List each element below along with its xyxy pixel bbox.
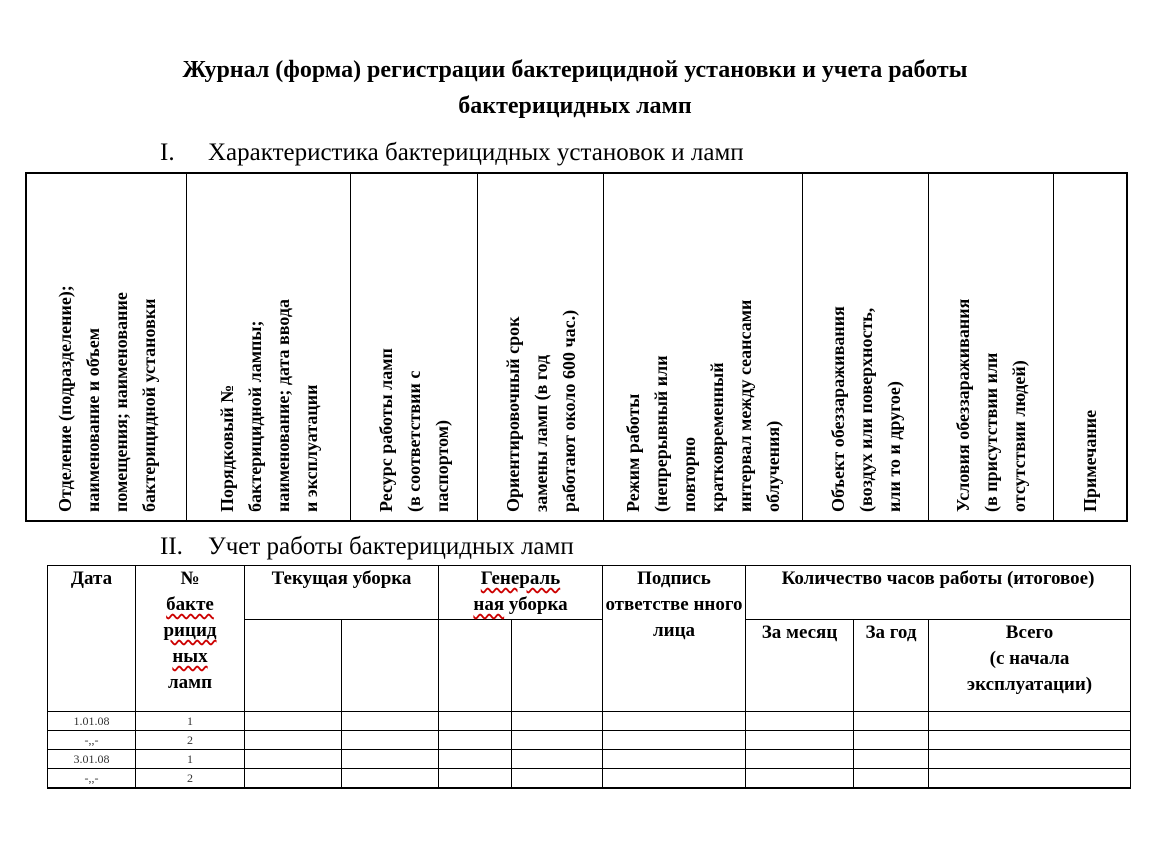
header-general-part-1: Генераль <box>480 568 561 589</box>
header-lamp-word-1: бакте <box>166 594 214 615</box>
col-disinfection-conditions <box>929 174 1054 520</box>
header-signature: Подпись ответстве нного лица <box>603 566 746 712</box>
header-general-cleaning <box>439 566 603 620</box>
col-department <box>27 174 187 520</box>
header-lamp-word-4: ламп <box>167 672 213 693</box>
lamp-work-table <box>47 565 1131 789</box>
header-date: Дата <box>48 566 136 712</box>
table-row <box>48 750 1131 769</box>
col-disinfection-object-text: Объект обеззараживания (воздух или поверхность, или то и другое) <box>827 306 904 512</box>
table-row <box>48 731 1131 750</box>
col-operation-mode-text: Режим работы (непрерывный или повторно кратковременный интервал между сеансами облучения) <box>623 299 783 512</box>
col-disinfection-object <box>803 174 929 520</box>
section-1-heading <box>160 138 744 168</box>
row-date: -,,- <box>48 731 136 750</box>
cell-current-2 <box>342 620 439 712</box>
section-2-heading <box>160 532 574 562</box>
col-lamp-resource <box>351 174 478 520</box>
header-hours: Количество часов работы (итоговое) <box>746 566 1131 620</box>
header-total-line-2: (с начала <box>989 648 1070 669</box>
header-per-month: За месяц <box>746 620 854 712</box>
characteristics-table <box>25 172 1128 522</box>
col-replacement-term <box>478 174 604 520</box>
col-note <box>1054 174 1126 520</box>
title-line-2: бактерицидных ламп <box>458 93 692 119</box>
row-lamp: 2 <box>136 769 245 789</box>
col-lamp-resource-text: Ресурс работы ламп (в соответствии с паспортом) <box>376 348 452 512</box>
cell-general-2 <box>512 620 603 712</box>
title-line-1: Журнал (форма) регистрации бактерицидной установки и учета работы <box>182 57 968 83</box>
header-lamp-word-3: ных <box>172 646 208 667</box>
section-2-label: Учет работы бактерицидных ламп <box>208 533 574 560</box>
row-lamp: 1 <box>136 750 245 769</box>
col-operation-mode <box>604 174 803 520</box>
table-row <box>48 712 1131 731</box>
header-general-part-2: ная <box>473 594 505 615</box>
header-total-line-1: Всего <box>1005 622 1054 643</box>
table-row <box>48 769 1131 789</box>
header-per-year: За год <box>854 620 929 712</box>
header-general-part-3: уборка <box>504 594 568 615</box>
header-total <box>929 620 1131 712</box>
row-date: 1.01.08 <box>48 712 136 731</box>
header-lamp-number <box>136 566 245 712</box>
col-department-text: Отделение (подразделение); наименование и объем помещения; наименование бактерицидной установки <box>54 285 159 512</box>
col-lamp-number-text: Порядковый № бактерицидной лампы; наименование; дата ввода и эксплуатации <box>216 299 321 512</box>
section-2-number: II. <box>160 533 183 560</box>
journal-title <box>0 52 1150 124</box>
section-1-label: Характеристика бактерицидных установок и ламп <box>208 139 744 166</box>
row-lamp: 2 <box>136 731 245 750</box>
header-lamp-no: № <box>180 568 200 589</box>
row-date: -,,- <box>48 769 136 789</box>
cell-current-1 <box>245 620 342 712</box>
row-lamp: 1 <box>136 712 245 731</box>
header-current-cleaning: Текущая уборка <box>245 566 439 620</box>
cell-general-1 <box>439 620 512 712</box>
col-lamp-number <box>187 174 351 520</box>
row-date: 3.01.08 <box>48 750 136 769</box>
col-disinfection-conditions-text: Условия обеззараживания (в присутствии или отсутствии людей) <box>953 298 1029 512</box>
header-lamp-word-2: рицид <box>163 620 217 641</box>
section-1-number: I. <box>160 139 175 166</box>
col-note-text: Примечание <box>1080 409 1100 512</box>
header-total-line-3: эксплуатации) <box>966 674 1093 695</box>
col-replacement-term-text: Ориентировочный срок замены ламп (в год работают около 600 час.) <box>502 309 579 512</box>
